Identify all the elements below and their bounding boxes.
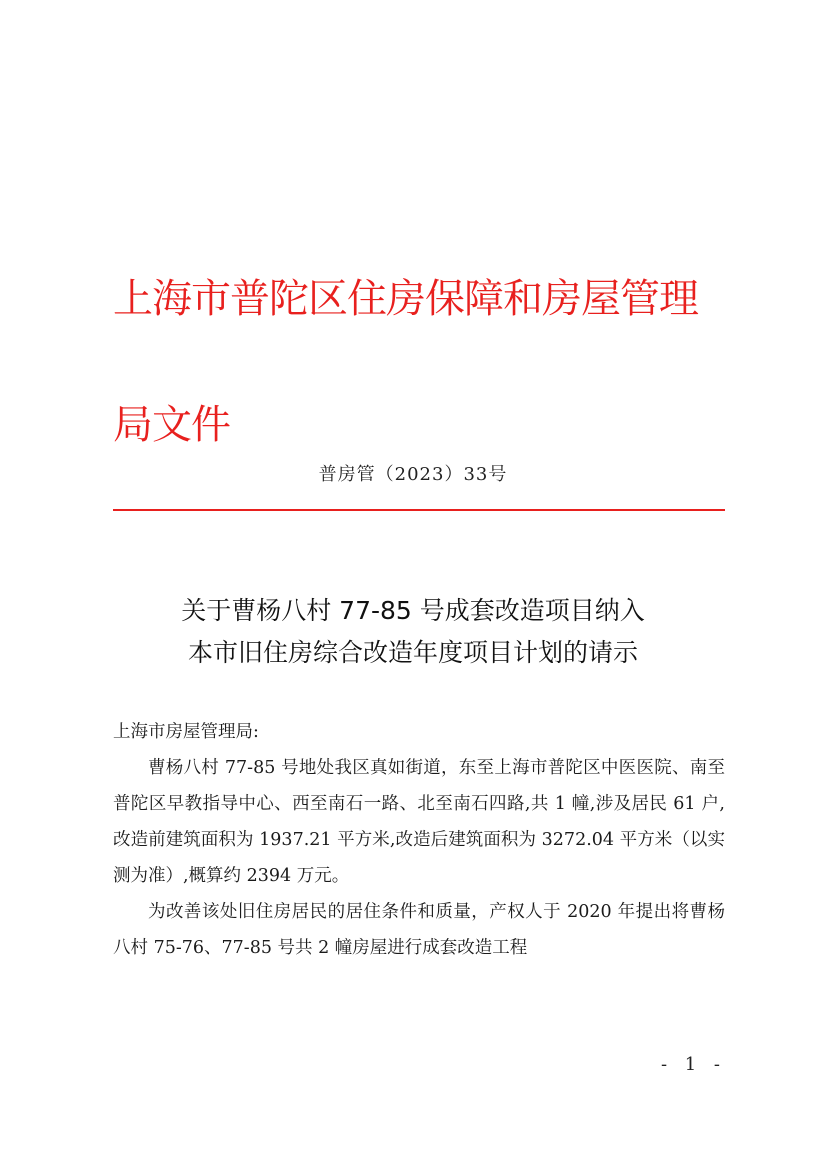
- body-paragraph-1: 曹杨八村 77-85 号地处我区真如街道，东至上海市普陀区中医医院、南至普陀区早教指导中心、西至南石一路、北至南石四路,共 1 幢,涉及居民 61 户,改造前建筑面积为 1937.21 平方米,改造后建筑面积为 3272.04 平方米（以实测为准）,概算约 2394 万元。: [113, 758, 725, 886]
- body-paragraph-2: 为改善该处旧住房居民的居住条件和质量，产权人于 2020 年提出将曹杨八村 75-76、77-85 号共 2 幢房屋进行成套改造工程: [113, 902, 725, 958]
- document-number: 普房管（2023）33号: [318, 464, 508, 485]
- document-title: [113, 590, 713, 674]
- title-line-1: 关于曹杨八村 77-85 号成套改造项目纳入: [181, 596, 645, 625]
- salutation: 上海市房屋管理局:: [113, 722, 259, 742]
- issuer-header: 上海市普陀区住房保障和房屋管理局文件: [113, 276, 698, 448]
- page-number: - 1 -: [660, 1054, 726, 1075]
- title-line-2: 本市旧住房综合改造年度项目计划的请示: [187, 638, 638, 667]
- document-body: [113, 714, 725, 966]
- red-divider-line: [113, 509, 725, 511]
